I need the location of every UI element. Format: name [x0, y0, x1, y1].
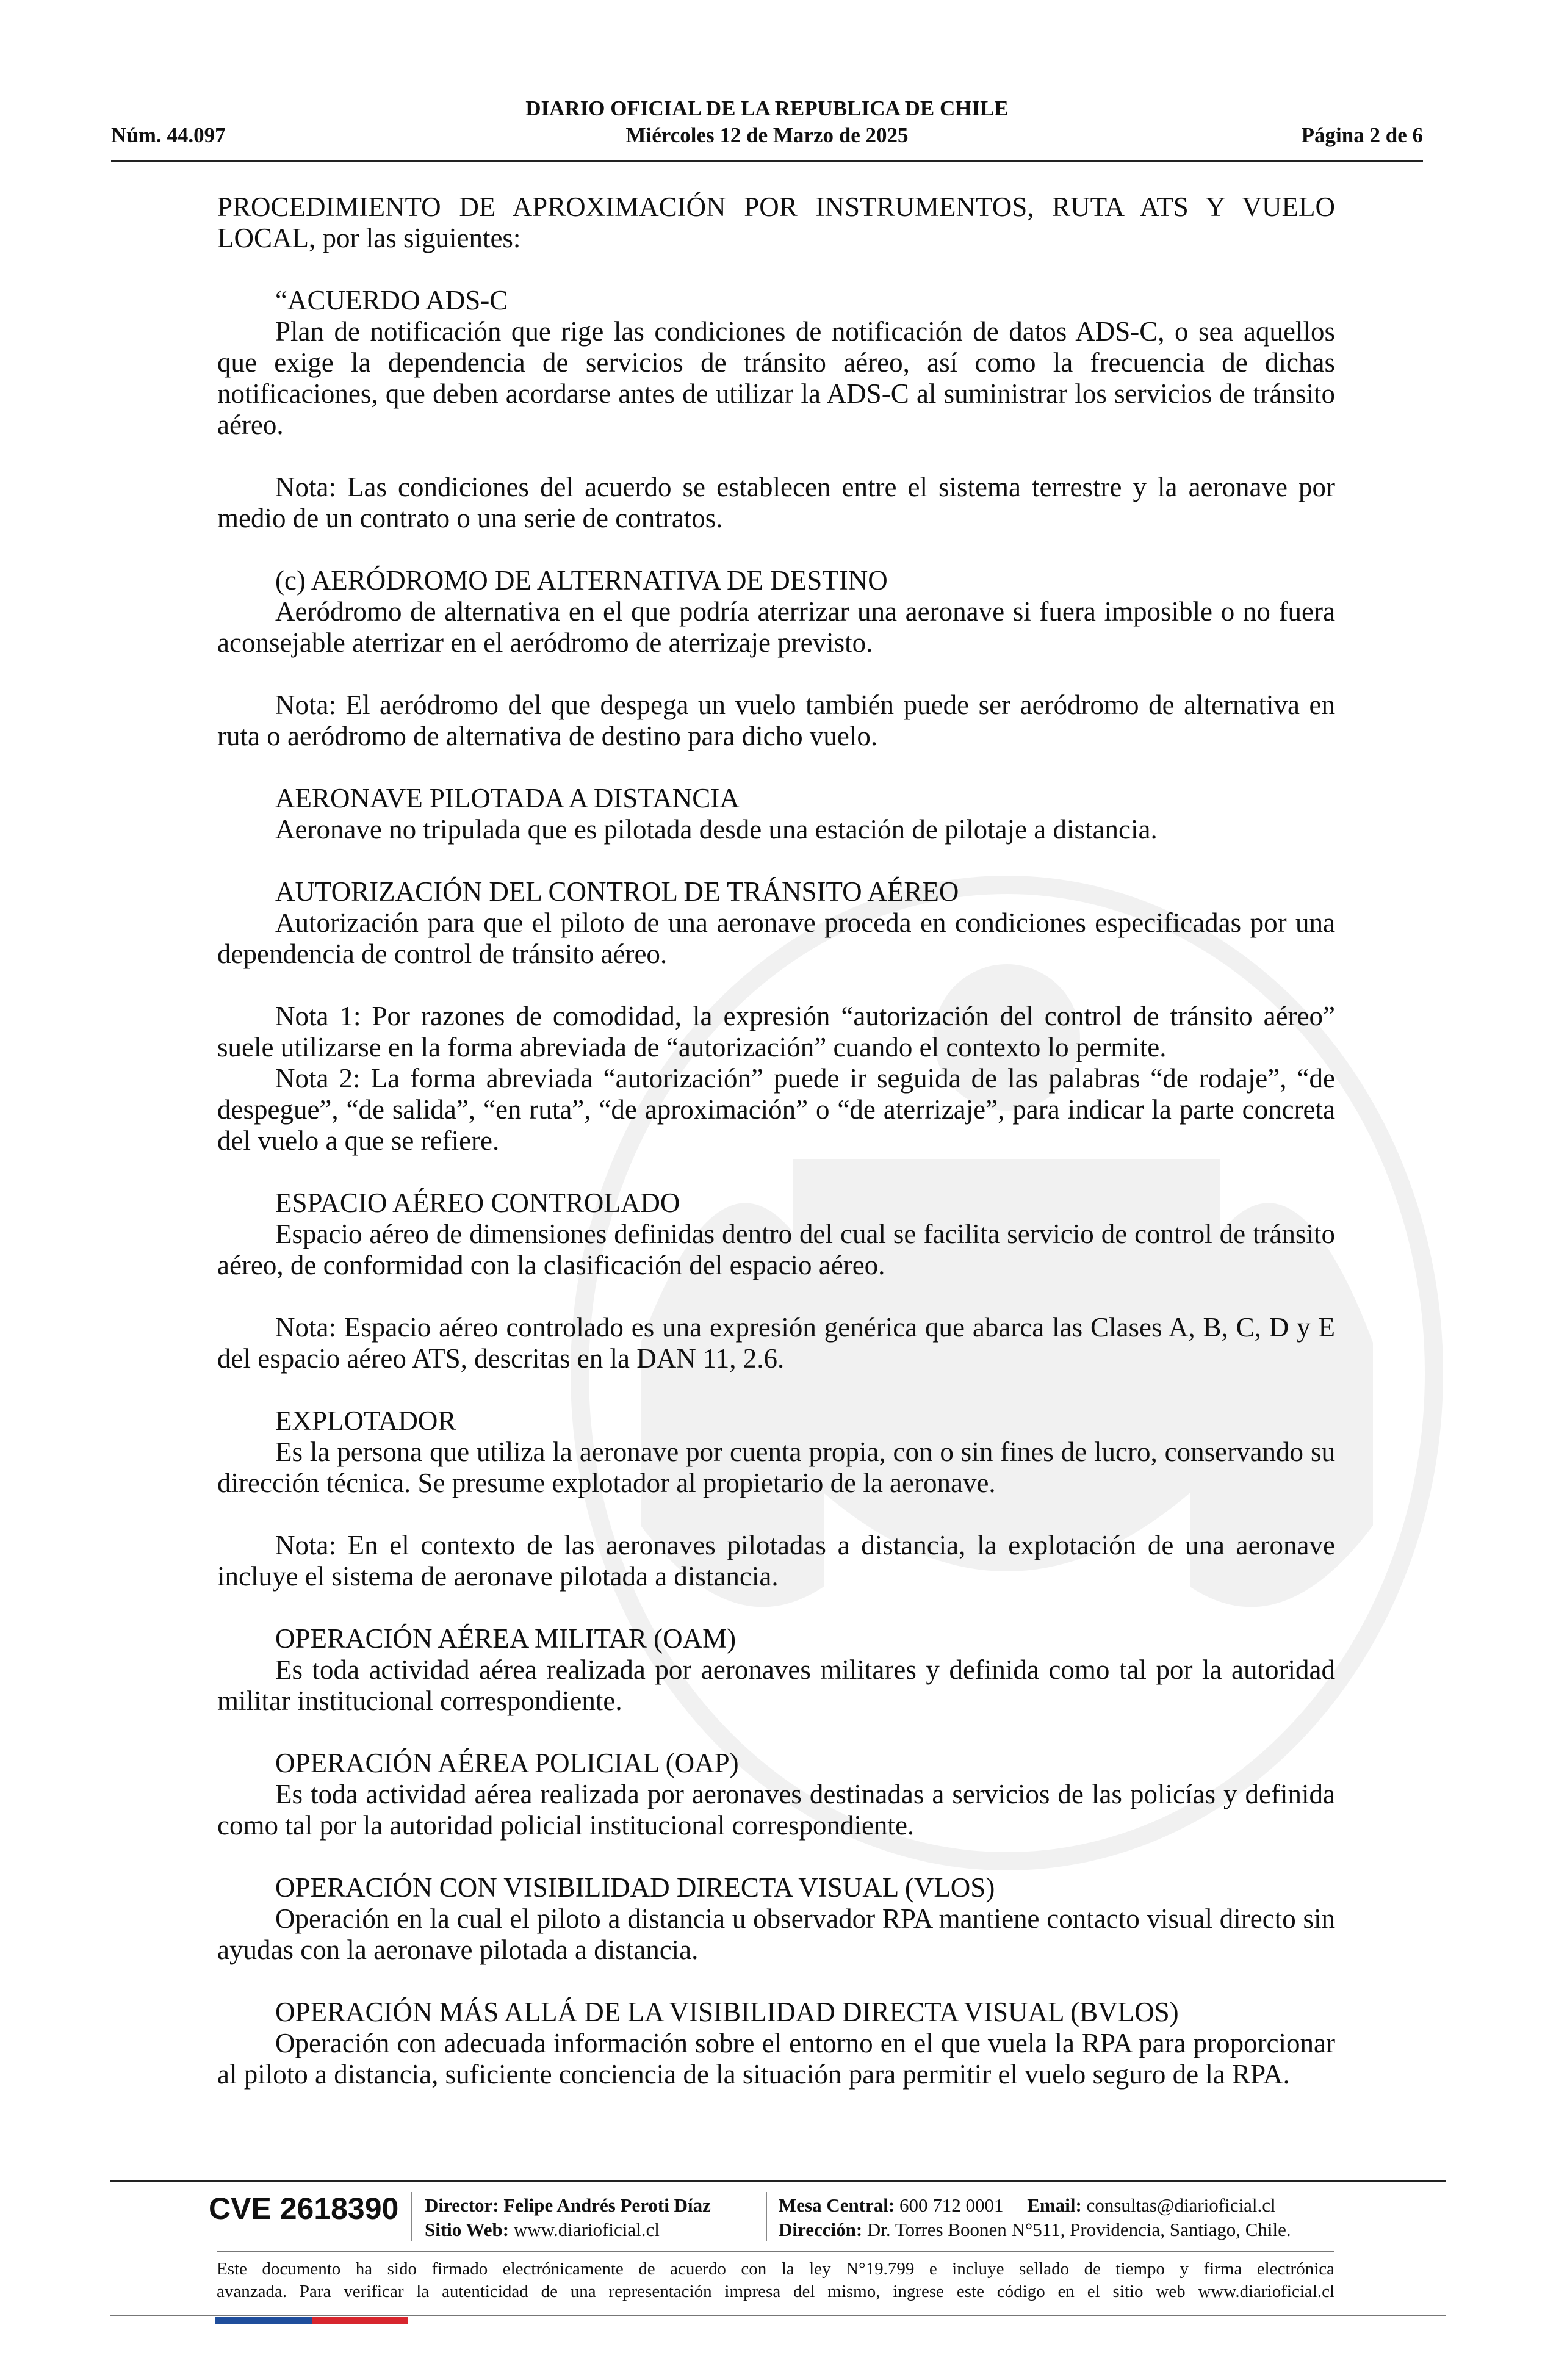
term-acuerdo-ads-c: “ACUERDO ADS-C — [275, 285, 508, 316]
definition-explotador: Es la persona que utiliza la aeronave por cuenta propia, con o sin fines de lucro, conservando su dirección técnica. Se presume explotador al propietario de la aeronave. — [217, 1437, 1335, 1498]
address-value: Dr. Torres Boonen N°511, Providencia, Santiago, Chile. — [866, 2219, 1291, 2240]
footer-director-block — [425, 2193, 711, 2242]
definition-aerodromo-alternativa: Aeródromo de alternativa en el que podría aterrizar una aeronave si fuera imposible o no fuera aconsejable aterrizar en el aeródromo de aterrizaje previsto. — [217, 596, 1335, 658]
definition-oam: Es toda actividad aérea realizada por aeronaves militares y definida como tal por la autoridad militar institucional correspondiente. — [217, 1654, 1335, 1716]
term-aerodromo-alternativa: (c) AERÓDROMO DE ALTERNATIVA DE DESTINO — [275, 565, 888, 596]
term-vlos: OPERACIÓN CON VISIBILIDAD DIRECTA VISUAL (VLOS) — [275, 1872, 995, 1903]
footer-divider — [110, 2180, 1446, 2182]
term-oam: OPERACIÓN AÉREA MILITAR (OAM) — [275, 1623, 737, 1654]
legal-line: avanzada. Para verificar la autenticidad de una representación impresa del mismo, ingrese este código en el sitio web www.diarioficial.cl — [217, 2282, 1334, 2301]
newspaper-title: DIARIO OFICIAL DE LA REPUBLICA DE CHILE — [525, 96, 1009, 120]
email-link[interactable]: consultas@diarioficial.cl — [1086, 2194, 1276, 2216]
term-oap: OPERACIÓN AÉREA POLICIAL (OAP) — [275, 1748, 739, 1778]
definition-aeronave-pilotada: Aeronave no tripulada que es pilotada desde una estación de pilotaje a distancia. — [275, 814, 1158, 845]
address-label: Dirección: — [779, 2219, 863, 2240]
flag-color-bar — [215, 2317, 408, 2324]
footer-separator — [411, 2192, 412, 2241]
term-aeronave-pilotada: AERONAVE PILOTADA A DISTANCIA — [275, 783, 740, 813]
flag-red-segment — [312, 2317, 408, 2324]
note-acuerdo-ads-c: Nota: Las condiciones del acuerdo se establecen entre el sistema terrestre y la aeronave por medio de un contrato o una serie de contratos. — [217, 472, 1335, 533]
director-name: Felipe Andrés Peroti Díaz — [503, 2194, 711, 2216]
mesa-label: Mesa Central: — [779, 2194, 895, 2216]
note-aerodromo-alternativa: Nota: El aeródromo del que despega un vuelo también puede ser aeródromo de alternativa en ruta o aeródromo de alternativa de destino para dicho vuelo. — [217, 690, 1335, 751]
term-explotador: EXPLOTADOR — [275, 1405, 456, 1436]
document-body — [217, 192, 1335, 2090]
definition-autorizacion-control: Autorización para que el piloto de una aeronave proceda en condiciones especificadas por una dependencia de control de tránsito aéreo. — [217, 907, 1335, 969]
footer-divider — [110, 2315, 1446, 2316]
issue-number: Núm. 44.097 — [111, 123, 226, 147]
cve-code: CVE 2618390 — [209, 2191, 399, 2226]
term-espacio-aereo: ESPACIO AÉREO CONTROLADO — [275, 1188, 680, 1218]
legal-notice — [217, 2258, 1334, 2303]
note-explotador: Nota: En el contexto de las aeronaves pilotadas a distancia, la explotación de una aeronave incluye el sistema de aeronave pilotada a distancia. — [217, 1530, 1335, 1592]
footer-divider — [217, 2251, 1334, 2252]
email-label: Email: — [1027, 2194, 1082, 2216]
definition-acuerdo-ads-c: Plan de notificación que rige las condiciones de notificación de datos ADS-C, o sea aquellos que exige la dependencia de servicios de tránsito aéreo, así como la frecuencia de dichas notificaciones, que deben acordarse antes de utilizar la ADS-C al suministrar los servicios de tránsito aéreo. — [217, 316, 1335, 440]
web-link[interactable]: www.diarioficial.cl — [513, 2219, 660, 2240]
definition-espacio-aereo: Espacio aéreo de dimensiones definidas dentro del cual se facilita servicio de control de tránsito aéreo, de conformidad con la clasificación del espacio aéreo. — [217, 1219, 1335, 1280]
note1-autorizacion-control: Nota 1: Por razones de comodidad, la expresión “autorización del control de tránsito aéreo” suele utilizarse en la forma abreviada de “autorización” cuando el contexto lo permite. — [217, 1001, 1335, 1062]
footer-separator — [766, 2192, 767, 2241]
issue-date: Miércoles 12 de Marzo de 2025 — [625, 123, 909, 147]
page-header — [111, 92, 1423, 162]
page-indicator: Página 2 de 6 — [1301, 123, 1423, 147]
definition-oap: Es toda actividad aérea realizada por aeronaves destinadas a servicios de las policías y definida como tal por la autoridad policial institucional correspondiente. — [217, 1779, 1335, 1841]
note-espacio-aereo: Nota: Espacio aéreo controlado es una expresión genérica que abarca las Clases A, B, C, D y E del espacio aéreo ATS, descritas en la DAN 11, 2.6. — [217, 1312, 1335, 1374]
term-bvlos: OPERACIÓN MÁS ALLÁ DE LA VISIBILIDAD DIRECTA VISUAL (BVLOS) — [275, 1997, 1179, 2027]
intro-paragraph: PROCEDIMIENTO DE APROXIMACIÓN POR INSTRUMENTOS, RUTA ATS Y VUELO LOCAL, por las siguientes: — [217, 192, 1335, 253]
flag-blue-segment — [215, 2317, 312, 2324]
note2-autorizacion-control: Nota 2: La forma abreviada “autorización” puede ir seguida de las palabras “de rodaje”, “de despegue”, “de salida”, “en ruta”, “de aproximación” o “de aterrizaje”, para indicar la parte concreta del vuelo a que se refiere. — [217, 1063, 1335, 1156]
footer-contact-block — [779, 2193, 1291, 2242]
web-label: Sitio Web: — [425, 2219, 510, 2240]
term-autorizacion-control: AUTORIZACIÓN DEL CONTROL DE TRÁNSITO AÉREO — [275, 876, 959, 907]
legal-line: Este documento ha sido firmado electrónicamente de acuerdo con la ley N°19.799 e incluye sellado de tiempo y firma electrónica — [217, 2259, 1334, 2279]
mesa-phone: 600 712 0001 — [899, 2194, 1004, 2216]
definition-bvlos: Operación con adecuada información sobre el entorno en el que vuela la RPA para proporcionar al piloto a distancia, suficiente conciencia de la situación para permitir el vuelo seguro de la RPA. — [217, 2028, 1335, 2090]
director-label: Director: — [425, 2194, 499, 2216]
definition-vlos: Operación en la cual el piloto a distancia u observador RPA mantiene contacto visual directo sin ayudas con la aeronave pilotada a distancia. — [217, 1903, 1335, 1965]
